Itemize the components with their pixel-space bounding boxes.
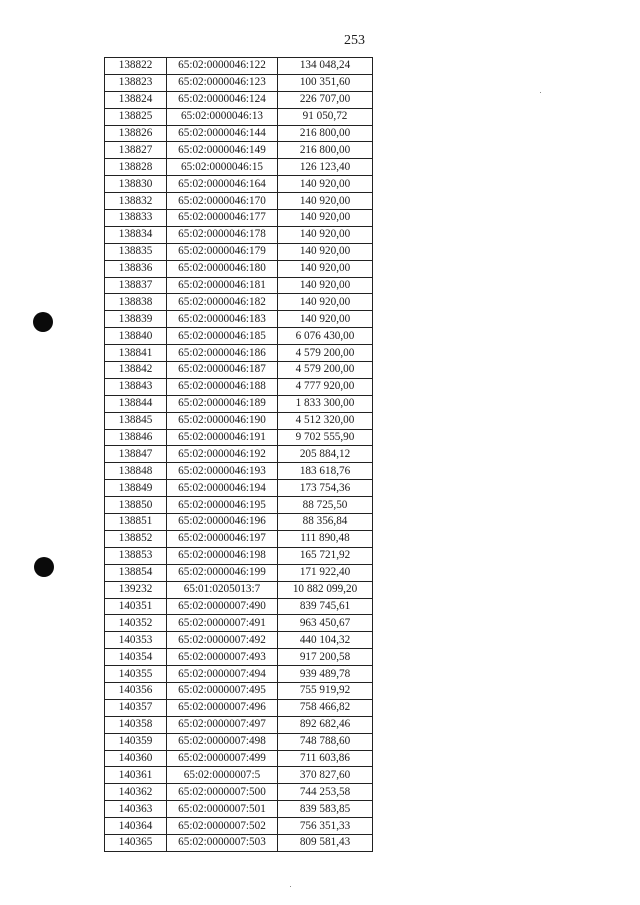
cadastral-number-cell: 65:02:0000046:197: [167, 530, 278, 547]
record-number-cell: 140360: [105, 750, 167, 767]
cadastral-number-cell: 65:02:0000007:490: [167, 598, 278, 615]
table-row: [105, 294, 373, 311]
record-number-cell: 138838: [105, 294, 167, 311]
table-row: [105, 74, 373, 91]
cadastral-number-cell: 65:02:0000046:179: [167, 243, 278, 260]
cadastral-number-cell: 65:02:0000007:492: [167, 632, 278, 649]
cadastral-number-cell: 65:02:0000007:494: [167, 666, 278, 683]
table-row: [105, 176, 373, 193]
table-row: [105, 345, 373, 362]
table-row: [105, 480, 373, 497]
cadastral-number-cell: 65:02:0000046:183: [167, 311, 278, 328]
cadastral-number-cell: 65:02:0000007:501: [167, 801, 278, 818]
record-number-cell: 140363: [105, 801, 167, 818]
cadastral-number-cell: 65:02:0000007:497: [167, 716, 278, 733]
cadastral-value-cell: 140 920,00: [278, 243, 373, 260]
record-number-cell: 138841: [105, 345, 167, 362]
cadastral-number-cell: 65:02:0000007:502: [167, 818, 278, 835]
record-number-cell: 138833: [105, 210, 167, 227]
cadastral-number-cell: 65:02:0000046:144: [167, 125, 278, 142]
cadastral-value-cell: 963 450,67: [278, 615, 373, 632]
record-number-cell: 140365: [105, 834, 167, 851]
scan-speck: [540, 92, 541, 93]
table-row: [105, 277, 373, 294]
cadastral-value-cell: 1 833 300,00: [278, 395, 373, 412]
cadastral-number-cell: 65:02:0000007:500: [167, 784, 278, 801]
cadastral-value-cell: 140 920,00: [278, 311, 373, 328]
table-row: [105, 716, 373, 733]
record-number-cell: 139232: [105, 581, 167, 598]
table-row: [105, 598, 373, 615]
cadastral-number-cell: 65:02:0000046:182: [167, 294, 278, 311]
cadastral-number-cell: 65:02:0000007:499: [167, 750, 278, 767]
cadastral-value-table: [104, 57, 373, 852]
cadastral-number-cell: 65:02:0000046:191: [167, 429, 278, 446]
cadastral-number-cell: 65:02:0000046:123: [167, 74, 278, 91]
table-row: [105, 395, 373, 412]
cadastral-value-cell: 134 048,24: [278, 58, 373, 75]
cadastral-value-cell: 809 581,43: [278, 834, 373, 851]
cadastral-value-cell: 755 919,92: [278, 682, 373, 699]
cadastral-number-cell: 65:02:0000046:199: [167, 564, 278, 581]
cadastral-value-cell: 758 466,82: [278, 699, 373, 716]
cadastral-number-cell: 65:02:0000007:495: [167, 682, 278, 699]
cadastral-number-cell: 65:02:0000046:177: [167, 210, 278, 227]
table-row: [105, 311, 373, 328]
cadastral-value-cell: 748 788,60: [278, 733, 373, 750]
cadastral-value-cell: 216 800,00: [278, 142, 373, 159]
record-number-cell: 138836: [105, 260, 167, 277]
table-row: [105, 514, 373, 531]
record-number-cell: 138827: [105, 142, 167, 159]
cadastral-number-cell: 65:02:0000046:189: [167, 395, 278, 412]
cadastral-value-cell: 205 884,12: [278, 446, 373, 463]
cadastral-number-cell: 65:02:0000007:496: [167, 699, 278, 716]
record-number-cell: 138839: [105, 311, 167, 328]
record-number-cell: 140355: [105, 666, 167, 683]
table-row: [105, 260, 373, 277]
table-row: [105, 530, 373, 547]
table-row: [105, 632, 373, 649]
record-number-cell: 138832: [105, 193, 167, 210]
table-row: [105, 193, 373, 210]
cadastral-value-cell: 173 754,36: [278, 480, 373, 497]
cadastral-number-cell: 65:02:0000046:190: [167, 412, 278, 429]
cadastral-value-cell: 756 351,33: [278, 818, 373, 835]
table-row: [105, 750, 373, 767]
cadastral-value-cell: 140 920,00: [278, 226, 373, 243]
punch-hole-mark: [34, 557, 54, 577]
cadastral-value-cell: 6 076 430,00: [278, 328, 373, 345]
cadastral-number-cell: 65:02:0000046:13: [167, 108, 278, 125]
cadastral-number-cell: 65:02:0000046:194: [167, 480, 278, 497]
record-number-cell: 138844: [105, 395, 167, 412]
record-number-cell: 138845: [105, 412, 167, 429]
table-row: [105, 446, 373, 463]
table-row: [105, 142, 373, 159]
cadastral-number-cell: 65:02:0000046:122: [167, 58, 278, 75]
cadastral-value-cell: 140 920,00: [278, 277, 373, 294]
cadastral-value-cell: 126 123,40: [278, 159, 373, 176]
record-number-cell: 138837: [105, 277, 167, 294]
record-number-cell: 138851: [105, 514, 167, 531]
cadastral-value-cell: 9 702 555,90: [278, 429, 373, 446]
cadastral-number-cell: 65:02:0000046:178: [167, 226, 278, 243]
cadastral-number-cell: 65:02:0000046:186: [167, 345, 278, 362]
table-row: [105, 378, 373, 395]
record-number-cell: 138848: [105, 463, 167, 480]
record-number-cell: 140364: [105, 818, 167, 835]
table-row: [105, 91, 373, 108]
cadastral-value-cell: 111 890,48: [278, 530, 373, 547]
record-number-cell: 138843: [105, 378, 167, 395]
record-number-cell: 138828: [105, 159, 167, 176]
table-row: [105, 412, 373, 429]
cadastral-value-cell: 140 920,00: [278, 294, 373, 311]
cadastral-value-cell: 939 489,78: [278, 666, 373, 683]
page-number: 253: [344, 33, 365, 48]
cadastral-number-cell: 65:02:0000046:15: [167, 159, 278, 176]
record-number-cell: 138850: [105, 497, 167, 514]
record-number-cell: 138847: [105, 446, 167, 463]
record-number-cell: 140361: [105, 767, 167, 784]
table-row: [105, 362, 373, 379]
record-number-cell: 140358: [105, 716, 167, 733]
cadastral-value-cell: 226 707,00: [278, 91, 373, 108]
table-row: [105, 463, 373, 480]
table-row: [105, 58, 373, 75]
table-row: [105, 547, 373, 564]
table-row: [105, 243, 373, 260]
table-row: [105, 699, 373, 716]
cadastral-value-cell: 100 351,60: [278, 74, 373, 91]
cadastral-value-cell: 183 618,76: [278, 463, 373, 480]
cadastral-number-cell: 65:02:0000046:196: [167, 514, 278, 531]
table-row: [105, 108, 373, 125]
cadastral-value-cell: 91 050,72: [278, 108, 373, 125]
cadastral-value-cell: 839 583,85: [278, 801, 373, 818]
cadastral-value-cell: 88 356,84: [278, 514, 373, 531]
table-row: [105, 581, 373, 598]
table-row: [105, 429, 373, 446]
cadastral-number-cell: 65:02:0000046:170: [167, 193, 278, 210]
cadastral-number-cell: 65:02:0000046:185: [167, 328, 278, 345]
cadastral-value-cell: 4 579 200,00: [278, 345, 373, 362]
cadastral-number-cell: 65:02:0000046:195: [167, 497, 278, 514]
cadastral-value-cell: 744 253,58: [278, 784, 373, 801]
record-number-cell: 138852: [105, 530, 167, 547]
cadastral-number-cell: 65:01:0205013:7: [167, 581, 278, 598]
cadastral-value-cell: 711 603,86: [278, 750, 373, 767]
cadastral-number-cell: 65:02:0000046:149: [167, 142, 278, 159]
cadastral-number-cell: 65:02:0000046:187: [167, 362, 278, 379]
cadastral-value-cell: 10 882 099,20: [278, 581, 373, 598]
cadastral-number-cell: 65:02:0000046:181: [167, 277, 278, 294]
record-number-cell: 138834: [105, 226, 167, 243]
cadastral-value-cell: 165 721,92: [278, 547, 373, 564]
cadastral-number-cell: 65:02:0000046:180: [167, 260, 278, 277]
cadastral-value-cell: 140 920,00: [278, 176, 373, 193]
record-number-cell: 140362: [105, 784, 167, 801]
cadastral-number-cell: 65:02:0000046:124: [167, 91, 278, 108]
table-row: [105, 497, 373, 514]
table-row: [105, 818, 373, 835]
cadastral-number-cell: 65:02:0000007:493: [167, 649, 278, 666]
cadastral-value-cell: 88 725,50: [278, 497, 373, 514]
record-number-cell: 140354: [105, 649, 167, 666]
table-row: [105, 210, 373, 227]
cadastral-value-cell: 892 682,46: [278, 716, 373, 733]
table-row: [105, 649, 373, 666]
record-number-cell: 140359: [105, 733, 167, 750]
record-number-cell: 138825: [105, 108, 167, 125]
table-row: [105, 125, 373, 142]
cadastral-value-cell: 171 922,40: [278, 564, 373, 581]
cadastral-value-cell: 440 104,32: [278, 632, 373, 649]
record-number-cell: 138826: [105, 125, 167, 142]
record-number-cell: 138840: [105, 328, 167, 345]
cadastral-value-cell: 140 920,00: [278, 260, 373, 277]
scan-speck: [290, 886, 291, 887]
record-number-cell: 140352: [105, 615, 167, 632]
table-body: [105, 58, 373, 852]
cadastral-number-cell: 65:02:0000046:193: [167, 463, 278, 480]
record-number-cell: 138822: [105, 58, 167, 75]
cadastral-number-cell: 65:02:0000046:192: [167, 446, 278, 463]
cadastral-number-cell: 65:02:0000007:498: [167, 733, 278, 750]
record-number-cell: 138823: [105, 74, 167, 91]
record-number-cell: 138830: [105, 176, 167, 193]
record-number-cell: 138854: [105, 564, 167, 581]
record-number-cell: 138853: [105, 547, 167, 564]
cadastral-number-cell: 65:02:0000046:188: [167, 378, 278, 395]
cadastral-number-cell: 65:02:0000007:5: [167, 767, 278, 784]
table-row: [105, 615, 373, 632]
cadastral-value-cell: 4 777 920,00: [278, 378, 373, 395]
record-number-cell: 138824: [105, 91, 167, 108]
table-row: [105, 733, 373, 750]
table-row: [105, 784, 373, 801]
table-row: [105, 834, 373, 851]
cadastral-value-cell: 140 920,00: [278, 210, 373, 227]
table-row: [105, 767, 373, 784]
cadastral-value-cell: 839 745,61: [278, 598, 373, 615]
record-number-cell: 138842: [105, 362, 167, 379]
cadastral-value-cell: 370 827,60: [278, 767, 373, 784]
cadastral-number-cell: 65:02:0000046:164: [167, 176, 278, 193]
table-row: [105, 564, 373, 581]
cadastral-value-cell: 216 800,00: [278, 125, 373, 142]
cadastral-value-cell: 4 512 320,00: [278, 412, 373, 429]
record-number-cell: 138835: [105, 243, 167, 260]
record-number-cell: 140353: [105, 632, 167, 649]
record-number-cell: 138849: [105, 480, 167, 497]
cadastral-value-cell: 140 920,00: [278, 193, 373, 210]
table-row: [105, 801, 373, 818]
cadastral-value-cell: 4 579 200,00: [278, 362, 373, 379]
cadastral-number-cell: 65:02:0000007:491: [167, 615, 278, 632]
cadastral-number-cell: 65:02:0000046:198: [167, 547, 278, 564]
record-number-cell: 138846: [105, 429, 167, 446]
record-number-cell: 140351: [105, 598, 167, 615]
table-row: [105, 666, 373, 683]
table-row: [105, 328, 373, 345]
table-row: [105, 682, 373, 699]
cadastral-value-cell: 917 200,58: [278, 649, 373, 666]
cadastral-number-cell: 65:02:0000007:503: [167, 834, 278, 851]
punch-hole-mark: [33, 312, 53, 332]
record-number-cell: 140356: [105, 682, 167, 699]
table-row: [105, 226, 373, 243]
table-row: [105, 159, 373, 176]
record-number-cell: 140357: [105, 699, 167, 716]
